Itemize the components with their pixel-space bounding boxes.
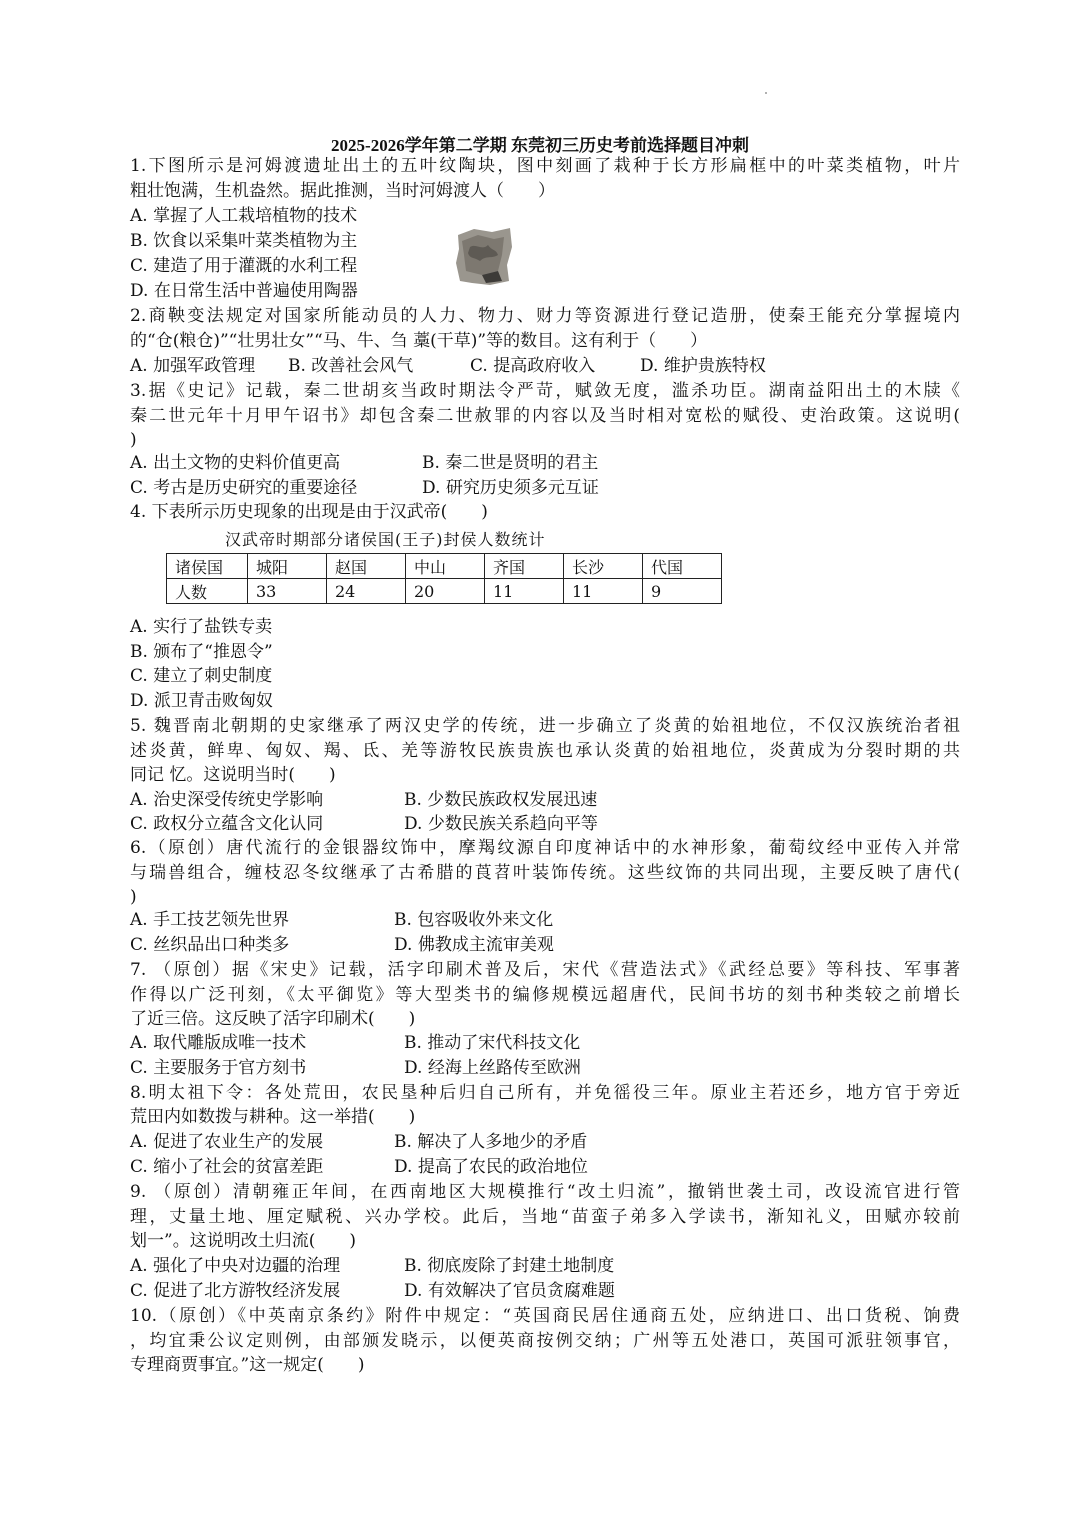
q4-option-a: A. 实行了盐铁专卖 — [130, 617, 273, 637]
q4-line-1: 4. 下表所示历史现象的出现是由于汉武帝( ) — [130, 502, 488, 522]
q2-line-2: 的“仓(粮仓)”“壮男壮女”“马、牛、刍 藁(干草)”等的数目。这有利于（ ） — [130, 331, 708, 351]
q9-option-c: C. 促进了北方游牧经济发展 — [130, 1281, 341, 1301]
q5-option-a: A. 治史深受传统史学影响 — [130, 790, 324, 810]
q3-option-c: C. 考古是历史研究的重要途径 — [130, 478, 358, 498]
table-cell: 人数 — [167, 579, 248, 604]
pottery-fragment-image — [452, 225, 514, 287]
q4-option-c: C. 建立了刺史制度 — [130, 666, 273, 686]
q2-option-a: A. 加强军政管理 — [130, 356, 256, 376]
q1-line-1: 1.下图所示是河姆渡遗址出土的五叶纹陶块，图中刻画了栽种于长方形扁框中的叶菜类植物，叶片 — [130, 156, 960, 176]
q8-option-b: B. 解决了人多地少的矛盾 — [394, 1132, 588, 1152]
q3-option-b: B. 秦二世是贤明的君主 — [422, 453, 599, 473]
q7-line-3: 了近三倍。这反映了活字印刷术( ) — [130, 1009, 416, 1029]
q4-option-b: B. 颁布了“推恩令” — [130, 642, 273, 662]
q7-option-d: D. 经海上丝路传至欧洲 — [404, 1058, 581, 1078]
q10-line-1: 10.（原创）《中英南京条约》附件中规定：“英国商民居住通商五处，应纳进口、出口货税、饷费 — [130, 1306, 960, 1326]
q5-line-2: 述炎黄，鲜卑、匈奴、羯、氐、羌等游牧民族贵族也承认炎黄的始祖地位，炎黄成为分裂时期的共 — [130, 741, 960, 761]
table-header-cell: 诸侯国 — [167, 554, 248, 579]
q2-option-b: B. 改善社会风气 — [288, 356, 414, 376]
q1-option-c: C. 建造了用于灌溉的水利工程 — [130, 256, 358, 276]
q9-option-d: D. 有效解决了官员贪腐难题 — [404, 1281, 615, 1301]
q3-option-d: D. 研究历史须多元互证 — [422, 478, 599, 498]
q6-line-2: 与瑞兽组合，缠枝忍冬纹继承了古希腊的莨苕叶装饰传统。这些纹饰的共同出现，主要反映了唐代( — [130, 863, 960, 883]
q3-line-3: ) — [130, 430, 137, 450]
q5-line-3: 同记 忆。这说明当时( ) — [130, 765, 336, 785]
q6-line-3: ) — [130, 887, 137, 907]
q9-option-b: B. 彻底废除了封建土地制度 — [404, 1256, 615, 1276]
q1-option-b: B. 饮食以采集叶菜类植物为主 — [130, 231, 358, 251]
q5-option-c: C. 政权分立蕴含文化认同 — [130, 814, 324, 834]
q8-option-c: C. 缩小了社会的贫富差距 — [130, 1157, 324, 1177]
table-header-cell: 赵国 — [327, 554, 406, 579]
q8-option-a: A. 促进了农业生产的发展 — [130, 1132, 324, 1152]
table-row — [167, 579, 722, 604]
page-title: 2025-2026学年第二学期 东莞初三历史考前选择题目冲刺 — [331, 136, 749, 155]
q9-line-2: 理，丈量土地、厘定赋税、兴办学校。此后，当地“苗蛮子弟多入学读书，渐知礼义，田赋亦较前 — [130, 1207, 960, 1227]
table-header-cell: 齐国 — [485, 554, 564, 579]
q3-option-a: A. 出土文物的史料价值更高 — [130, 453, 341, 473]
q6-line-1: 6.（原创）唐代流行的金银器纹饰中，摩羯纹源自印度神话中的水神形象，葡萄纹经中亚传入并常 — [130, 838, 960, 858]
q2-option-d: D. 维护贵族特权 — [640, 356, 766, 376]
q4-option-d: D. 派卫青击败匈奴 — [130, 691, 273, 711]
q7-option-b: B. 推动了宋代科技文化 — [404, 1033, 581, 1053]
q6-option-c: C. 丝织品出口种类多 — [130, 935, 290, 955]
table-header-row — [167, 554, 722, 579]
q5-option-d: D. 少数民族关系趋向平等 — [404, 814, 598, 834]
q6-option-a: A. 手工技艺领先世界 — [130, 910, 290, 930]
q10-line-2: ，均宜秉公议定则例，由部颁发晓示，以便英商按例交纳；广州等五处港口，英国可派驻领事官， — [130, 1331, 960, 1351]
stats-table — [166, 553, 722, 604]
q3-line-2: 秦二世元年十月甲午诏书》却包含秦二世赦罪的内容以及当时相对宽松的赋役、吏治政策。这说明( — [130, 406, 960, 426]
q2-line-1: 2.商鞅变法规定对国家所能动员的人力、物力、财力等资源进行登记造册，使秦王能充分掌握境内 — [130, 306, 960, 326]
table-cell: 20 — [406, 579, 485, 604]
q8-option-d: D. 提高了农民的政治地位 — [394, 1157, 588, 1177]
q5-line-1: 5. 魏晋南北朝期的史家继承了两汉史学的传统，进一步确立了炎黄的始祖地位，不仅汉族统治者祖 — [130, 716, 960, 736]
q1-option-a: A. 掌握了人工栽培植物的技术 — [130, 206, 358, 226]
q1-option-d: D. 在日常生活中普遍使用陶器 — [130, 281, 358, 301]
q7-option-a: A. 取代雕版成唯一技术 — [130, 1033, 307, 1053]
q7-option-c: C. 主要服务于官方刻书 — [130, 1058, 307, 1078]
table-header-cell: 长沙 — [564, 554, 643, 579]
table-cell: 11 — [485, 579, 564, 604]
q6-option-b: B. 包容吸收外来文化 — [394, 910, 554, 930]
table-cell: 33 — [248, 579, 327, 604]
q6-option-d: D. 佛教成主流审美观 — [394, 935, 554, 955]
q1-line-2: 粗壮饱满，生机盎然。据此推测，当时河姆渡人（ ） — [130, 181, 555, 201]
q2-option-c: C. 提高政府收入 — [470, 356, 596, 376]
q7-line-1: 7. （原创）据《宋史》记载，活字印刷术普及后，宋代《营造法式》《武经总要》等科技、军事著 — [130, 960, 960, 980]
q5-option-b: B. 少数民族政权发展迅速 — [404, 790, 598, 810]
table-header-cell: 城阳 — [248, 554, 327, 579]
table-cell: 9 — [643, 579, 722, 604]
scan-speck — [765, 92, 767, 94]
table-caption: 汉武帝时期部分诸侯国(王子)封侯人数统计 — [225, 530, 546, 549]
table-header-cell: 代国 — [643, 554, 722, 579]
table-cell: 24 — [327, 579, 406, 604]
q8-line-2: 荒田内如数拨与耕种。这一举措( ) — [130, 1107, 416, 1127]
q8-line-1: 8.明太祖下令：各处荒田，农民垦种后归自己所有，并免徭役三年。原业主若还乡，地方官于旁近 — [130, 1083, 960, 1103]
q7-line-2: 作得以广泛刊刻，《太平御览》等大型类书的编修规模远超唐代，民间书坊的刻书种类较之前增长 — [130, 985, 960, 1005]
table-header-cell: 中山 — [406, 554, 485, 579]
q9-line-1: 9. （原创）清朝雍正年间，在西南地区大规模推行“改土归流”，撤销世袭土司，改设流官进行管 — [130, 1182, 960, 1202]
q3-line-1: 3.据《史记》记载，秦二世胡亥当政时期法令严苛，赋敛无度，滥杀功臣。湖南益阳出土的木牍《 — [130, 381, 960, 401]
q9-line-3: 划一”。这说明改土归流( ) — [130, 1231, 356, 1251]
q10-line-3: 专理商贾事宜。”这一规定( ) — [130, 1355, 365, 1375]
q9-option-a: A. 强化了中央对边疆的治理 — [130, 1256, 341, 1276]
table-cell: 11 — [564, 579, 643, 604]
